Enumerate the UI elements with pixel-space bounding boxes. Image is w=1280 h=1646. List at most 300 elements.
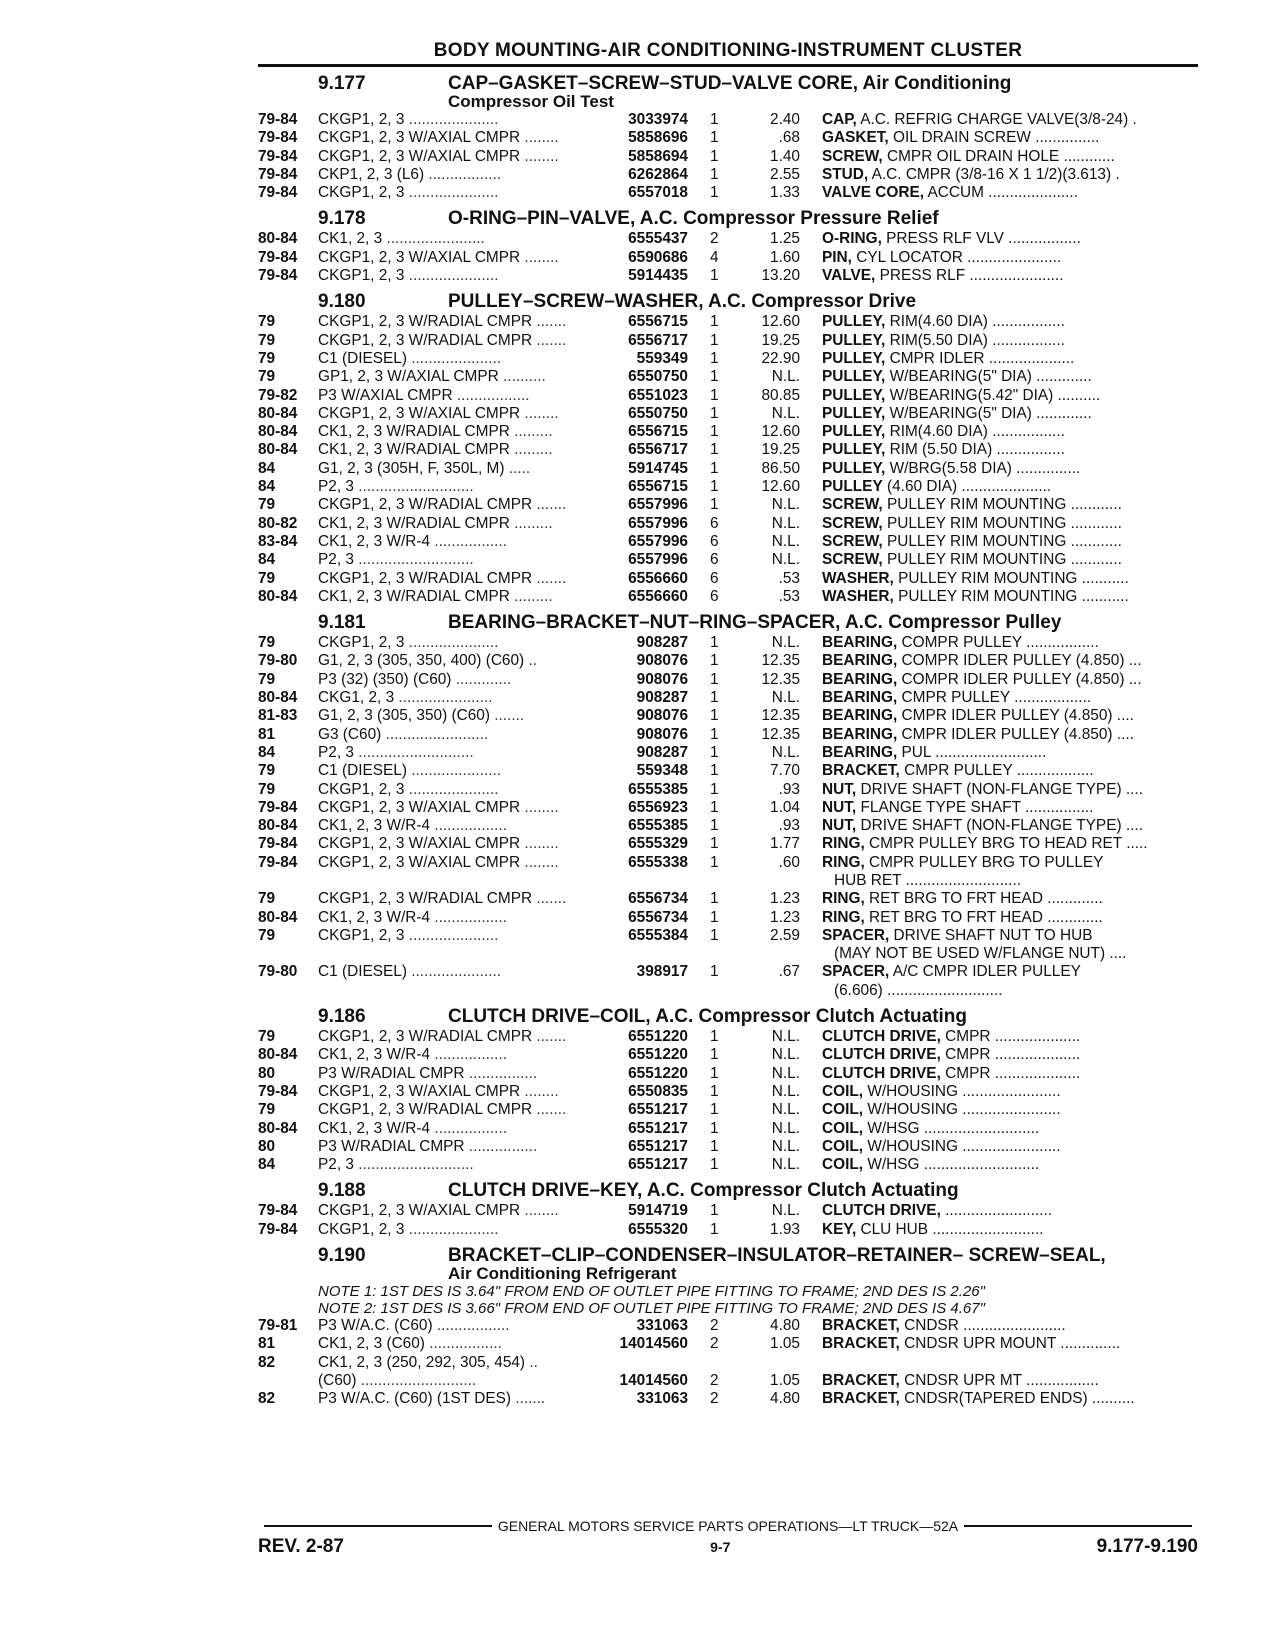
section-heading bbox=[258, 1245, 1198, 1283]
application-text: P3 (32) (350) (C60) bbox=[318, 670, 452, 688]
leader-dots: ................. bbox=[430, 1119, 508, 1137]
part-number: 6550750 bbox=[628, 368, 688, 386]
description-detail: W/BRG(5.58 DIA) bbox=[885, 459, 1012, 477]
application bbox=[318, 726, 598, 744]
part-row bbox=[258, 350, 1198, 368]
section-title-main: BEARING–BRACKET–NUT–RING–SPACER, A.C. Compressor Pulley bbox=[448, 612, 1062, 634]
description bbox=[800, 423, 1182, 441]
part-row bbox=[258, 1317, 1198, 1335]
part-number: 6556660 bbox=[628, 569, 688, 587]
part-row bbox=[258, 1120, 1198, 1138]
leader-dots: .......... bbox=[1087, 1390, 1135, 1408]
application-text: CK1, 2, 3 W/RADIAL CMPR bbox=[318, 441, 510, 459]
leader-dots: .. bbox=[524, 652, 538, 670]
part-number: 6556717 bbox=[628, 441, 688, 459]
part-row bbox=[258, 267, 1198, 285]
part-number: 331063 bbox=[636, 1317, 688, 1335]
description-detail: CMPR PULLEY bbox=[899, 762, 1013, 780]
description-detail: DRIVE SHAFT NUT TO HUB bbox=[889, 926, 1093, 944]
description bbox=[800, 478, 1182, 496]
leader-dots: ................. bbox=[430, 908, 508, 926]
model-years: 80-84 bbox=[258, 689, 298, 707]
application-text: CKGP1, 2, 3 W/AXIAL CMPR bbox=[318, 404, 521, 422]
description-noun: SPACER, bbox=[822, 963, 890, 981]
application bbox=[318, 835, 598, 853]
model-years: 80-84 bbox=[258, 423, 298, 441]
description bbox=[800, 781, 1182, 799]
part-row bbox=[258, 634, 1198, 652]
application bbox=[318, 1046, 598, 1064]
application bbox=[318, 1221, 598, 1239]
application-text: CKGP1, 2, 3 bbox=[318, 184, 405, 202]
quantity: 1 bbox=[710, 1064, 719, 1082]
quantity-empty bbox=[688, 982, 738, 1000]
model-years: 80-84 bbox=[258, 404, 298, 422]
application bbox=[318, 671, 598, 689]
section-title bbox=[448, 614, 1061, 632]
description bbox=[800, 515, 1182, 533]
description-detail: CMPR IDLER PULLEY (4.850) bbox=[897, 725, 1113, 743]
application-text: CKGP1, 2, 3 W/AXIAL CMPR bbox=[318, 129, 521, 147]
quantity: 1 bbox=[710, 368, 719, 386]
part-row bbox=[258, 1138, 1198, 1156]
application-text: CKGP1, 2, 3 W/RADIAL CMPR bbox=[318, 890, 533, 908]
leader-dots: ..... bbox=[504, 459, 531, 477]
part-row bbox=[258, 460, 1198, 478]
price: .93 bbox=[778, 780, 800, 798]
description bbox=[800, 726, 1182, 744]
application bbox=[318, 313, 598, 331]
application bbox=[318, 744, 598, 762]
price: 1.93 bbox=[770, 1220, 800, 1238]
price: 2.55 bbox=[770, 165, 800, 183]
part-number: 5858696 bbox=[628, 129, 688, 147]
price: 12.35 bbox=[761, 670, 800, 688]
leader-dots: .... bbox=[1121, 780, 1143, 798]
description-noun: GASKET, bbox=[822, 129, 889, 147]
part-row bbox=[258, 817, 1198, 835]
description-noun: PULLEY, bbox=[822, 331, 886, 349]
price: 1.25 bbox=[770, 230, 800, 248]
model-years: 81-83 bbox=[258, 707, 298, 725]
description-noun: COIL, bbox=[822, 1137, 864, 1155]
price: N.L. bbox=[771, 1156, 800, 1174]
part-number: 6556715 bbox=[628, 313, 688, 331]
application bbox=[318, 1028, 598, 1046]
description-noun: SPACER, bbox=[822, 926, 890, 944]
application-text: CK1, 2, 3 W/RADIAL CMPR bbox=[318, 514, 510, 532]
price: 12.60 bbox=[761, 313, 800, 331]
quantity: 1 bbox=[710, 1137, 719, 1155]
part-number: 908076 bbox=[636, 725, 688, 743]
quantity: 1 bbox=[710, 1028, 719, 1046]
section-title bbox=[448, 1182, 959, 1200]
description-noun: PULLEY, bbox=[822, 349, 886, 367]
leader-dots: ...................... bbox=[962, 248, 1062, 266]
description bbox=[800, 652, 1182, 670]
application-text: P3 W/A.C. (C60) (1ST DES) bbox=[318, 1390, 511, 1408]
part-row bbox=[258, 166, 1198, 184]
quantity: 2 bbox=[710, 1317, 719, 1335]
description-detail: W/HSG bbox=[863, 1156, 920, 1174]
application-text: CKGP1, 2, 3 bbox=[318, 780, 405, 798]
description-continuation bbox=[800, 872, 1182, 890]
application-text: CK1, 2, 3 W/RADIAL CMPR bbox=[318, 587, 510, 605]
description-detail: RIM (5.50 DIA) bbox=[885, 441, 993, 459]
quantity: 1 bbox=[710, 184, 719, 202]
section-title-main: CLUTCH DRIVE–COIL, A.C. Compressor Clutch Actuating bbox=[448, 1006, 968, 1028]
part-number: 398917 bbox=[636, 963, 688, 981]
price: 1.23 bbox=[770, 908, 800, 926]
section-heading bbox=[258, 612, 1198, 634]
description-detail: FLANGE TYPE SHAFT bbox=[856, 798, 1021, 816]
description-noun: PULLEY, bbox=[822, 313, 886, 331]
leader-dots: .......... bbox=[498, 368, 546, 386]
description-noun: PIN, bbox=[822, 248, 852, 266]
part-row bbox=[258, 835, 1198, 853]
price: 1.40 bbox=[770, 147, 800, 165]
quantity: 1 bbox=[710, 798, 719, 816]
description-detail: CMPR bbox=[940, 1046, 991, 1064]
model-years-empty bbox=[258, 982, 318, 1000]
price: 80.85 bbox=[761, 386, 800, 404]
application bbox=[318, 963, 598, 981]
part-number-empty bbox=[598, 945, 688, 963]
leader-dots: ..................... bbox=[406, 349, 502, 367]
application bbox=[318, 368, 598, 386]
quantity: 1 bbox=[710, 129, 719, 147]
application bbox=[318, 707, 598, 725]
model-years: 84 bbox=[258, 551, 276, 569]
part-row bbox=[258, 1202, 1198, 1220]
description-noun: BRACKET, bbox=[822, 1335, 900, 1353]
leader-dots: ................. bbox=[1021, 1371, 1099, 1389]
description-detail: W/HSG bbox=[863, 1119, 920, 1137]
application-text: CKGP1, 2, 3 bbox=[318, 111, 405, 128]
model-years: 79-84 bbox=[258, 165, 298, 183]
leader-dots: .................... bbox=[984, 349, 1075, 367]
leader-dots: ..................... bbox=[406, 963, 502, 981]
model-years: 79 bbox=[258, 313, 276, 331]
part-number: 6555385 bbox=[628, 817, 688, 835]
quantity: 6 bbox=[710, 551, 719, 569]
section-heading bbox=[258, 1006, 1198, 1028]
part-row bbox=[258, 927, 1198, 945]
quantity: 1 bbox=[710, 963, 719, 981]
leader-dots: ....... bbox=[532, 313, 567, 331]
section-heading bbox=[258, 1180, 1198, 1202]
description-noun: PULLEY, bbox=[822, 459, 886, 477]
description-noun: BEARING, bbox=[822, 652, 898, 670]
leader-dots: ................. bbox=[987, 423, 1065, 441]
part-row bbox=[258, 762, 1198, 780]
quantity: 1 bbox=[710, 817, 719, 835]
leader-dots: .... bbox=[1121, 817, 1143, 835]
price: 13.20 bbox=[761, 267, 800, 285]
application-text: CKGP1, 2, 3 W/AXIAL CMPR bbox=[318, 1082, 521, 1100]
leader-dots: .......... bbox=[1053, 386, 1101, 404]
description-noun: PULLEY, bbox=[822, 386, 886, 404]
application-text: CKGP1, 2, 3 W/RADIAL CMPR bbox=[318, 1028, 533, 1046]
part-number: 6555384 bbox=[628, 926, 688, 944]
quantity: 1 bbox=[710, 908, 719, 926]
price: N.L. bbox=[771, 1082, 800, 1100]
application bbox=[318, 249, 598, 267]
quantity: 1 bbox=[710, 404, 719, 422]
description-continuation-text: (MAY NOT BE USED W/FLANGE NUT) bbox=[834, 945, 1106, 963]
application-text: P3 W/A.C. (C60) bbox=[318, 1317, 433, 1335]
section-title bbox=[448, 1008, 967, 1026]
description-detail: PRESS RLF bbox=[875, 267, 966, 285]
description bbox=[800, 551, 1182, 569]
leader-dots: ................. bbox=[430, 817, 508, 835]
application bbox=[318, 148, 598, 166]
leader-dots: ........ bbox=[520, 835, 559, 853]
description bbox=[800, 1390, 1182, 1408]
part-number: 331063 bbox=[636, 1390, 688, 1408]
application-text: CK1, 2, 3 W/R-4 bbox=[318, 817, 431, 835]
price: N.L. bbox=[771, 368, 800, 386]
quantity-empty bbox=[688, 945, 738, 963]
leader-dots: ............ bbox=[1066, 514, 1122, 532]
leader-dots: ...................... bbox=[394, 689, 493, 707]
description-noun: COIL, bbox=[822, 1082, 864, 1100]
description bbox=[800, 1156, 1182, 1174]
model-years bbox=[258, 1372, 318, 1390]
application bbox=[318, 652, 598, 670]
application bbox=[318, 799, 598, 817]
description bbox=[800, 313, 1182, 331]
application bbox=[318, 890, 598, 908]
description bbox=[800, 890, 1182, 908]
price: .53 bbox=[778, 569, 800, 587]
description-detail: CMPR OIL DRAIN HOLE bbox=[882, 147, 1060, 165]
application bbox=[318, 515, 598, 533]
price: 12.60 bbox=[761, 478, 800, 496]
application bbox=[318, 909, 598, 927]
model-years: 80 bbox=[258, 1137, 276, 1155]
application-text: C1 (DIESEL) bbox=[318, 762, 407, 780]
leader-dots: ... bbox=[1124, 670, 1142, 688]
description-noun: WASHER, bbox=[822, 569, 894, 587]
model-years: 79-81 bbox=[258, 1317, 298, 1335]
application bbox=[318, 387, 598, 405]
application bbox=[318, 230, 598, 248]
price: N.L. bbox=[771, 1137, 800, 1155]
description-noun: NUT, bbox=[822, 798, 857, 816]
leader-dots: ....... bbox=[532, 496, 567, 514]
quantity: 1 bbox=[710, 670, 719, 688]
application-text: P3 W/AXIAL CMPR bbox=[318, 386, 453, 404]
application-text: CKGP1, 2, 3 W/RADIAL CMPR bbox=[318, 1101, 533, 1119]
description-noun: BRACKET, bbox=[822, 1390, 900, 1408]
leader-dots: .................... bbox=[990, 1028, 1081, 1046]
leader-dots: ..................... bbox=[404, 267, 499, 285]
part-row bbox=[258, 1156, 1198, 1174]
part-row bbox=[258, 1335, 1198, 1353]
description bbox=[800, 148, 1182, 166]
section-number: 9.177 bbox=[318, 73, 366, 94]
leader-dots: ... bbox=[1124, 652, 1142, 670]
application bbox=[318, 1335, 598, 1353]
description-detail: PUL bbox=[897, 743, 931, 761]
model-years: 80-84 bbox=[258, 817, 298, 835]
description-noun: CLUTCH DRIVE, bbox=[822, 1064, 941, 1082]
application bbox=[318, 1101, 598, 1119]
quantity: 1 bbox=[710, 1101, 719, 1119]
part-row bbox=[258, 781, 1198, 799]
description-detail: PULLEY RIM MOUNTING bbox=[893, 587, 1078, 605]
application bbox=[318, 1138, 598, 1156]
application-text: (C60) bbox=[318, 1371, 357, 1389]
description bbox=[800, 267, 1182, 285]
model-years: 79-80 bbox=[258, 963, 298, 981]
application-empty bbox=[318, 982, 598, 1000]
price-empty bbox=[738, 982, 800, 1000]
quantity: 4 bbox=[710, 248, 719, 266]
leader-dots: ............ bbox=[1059, 147, 1115, 165]
part-number: 908076 bbox=[636, 670, 688, 688]
description bbox=[800, 1372, 1182, 1390]
part-number: 6555329 bbox=[628, 835, 688, 853]
part-row-continuation bbox=[258, 945, 1198, 963]
description-noun: BRACKET, bbox=[822, 1317, 900, 1335]
part-number: 6555338 bbox=[628, 853, 688, 871]
price: N.L. bbox=[771, 514, 800, 532]
application-text: CKGP1, 2, 3 bbox=[318, 926, 405, 944]
leader-dots: ........................... bbox=[353, 551, 474, 569]
description-noun: CAP, bbox=[822, 111, 857, 128]
description-continuation bbox=[800, 982, 1182, 1000]
price: 19.25 bbox=[761, 331, 800, 349]
model-years: 79-84 bbox=[258, 853, 298, 871]
leader-dots: ........................ bbox=[958, 1317, 1066, 1335]
description-detail: W/HOUSING bbox=[863, 1137, 958, 1155]
description-detail: CNDSR bbox=[899, 1317, 959, 1335]
price: N.L. bbox=[771, 532, 800, 550]
application bbox=[318, 927, 598, 945]
description-detail: CMPR bbox=[940, 1028, 991, 1046]
model-years: 79 bbox=[258, 496, 276, 514]
part-number: 908287 bbox=[636, 743, 688, 761]
application-text: CK1, 2, 3 bbox=[318, 230, 383, 248]
section-heading bbox=[258, 73, 1198, 111]
description bbox=[800, 441, 1182, 459]
part-row bbox=[258, 1028, 1198, 1046]
quantity: 1 bbox=[710, 441, 719, 459]
model-years: 79-84 bbox=[258, 1082, 298, 1100]
description-detail: (4.60 DIA) bbox=[882, 478, 958, 496]
description-noun: BEARING, bbox=[822, 634, 898, 652]
model-years: 79 bbox=[258, 670, 276, 688]
description bbox=[800, 762, 1182, 780]
leader-dots: ................. bbox=[1021, 634, 1099, 652]
part-number: 6551023 bbox=[628, 386, 688, 404]
leader-dots: . bbox=[1111, 165, 1120, 183]
description-noun: VALVE, bbox=[822, 267, 876, 285]
section-subtitle: Air Conditioning Refrigerant bbox=[448, 1264, 677, 1284]
leader-dots: ......... bbox=[509, 514, 553, 532]
model-years: 79-84 bbox=[258, 1220, 298, 1238]
application-text: CKGP1, 2, 3 bbox=[318, 1220, 405, 1238]
section-number: 9.181 bbox=[318, 612, 366, 634]
leader-dots: ................. bbox=[424, 1335, 502, 1353]
part-number: 6557996 bbox=[628, 551, 688, 569]
description-detail: PULLEY RIM MOUNTING bbox=[882, 551, 1067, 569]
model-years: 82 bbox=[258, 1390, 276, 1408]
description bbox=[800, 1354, 1182, 1372]
description-noun: BEARING, bbox=[822, 707, 898, 725]
leader-dots: ..................... bbox=[957, 478, 1052, 496]
leader-dots: ..................... bbox=[404, 780, 499, 798]
part-number: 6557996 bbox=[628, 496, 688, 514]
leader-dots: ..................... bbox=[406, 762, 502, 780]
leader-dots: ........................... bbox=[353, 1156, 474, 1174]
leader-dots: ..................... bbox=[404, 926, 499, 944]
leader-dots: ......... bbox=[509, 587, 553, 605]
leader-dots: ........ bbox=[520, 147, 559, 165]
application-text: CKGP1, 2, 3 W/AXIAL CMPR bbox=[318, 147, 521, 165]
application-text: CKG1, 2, 3 bbox=[318, 689, 395, 707]
application-text: P2, 3 bbox=[318, 551, 354, 569]
description-detail: DRIVE SHAFT (NON-FLANGE TYPE) bbox=[856, 817, 1122, 835]
leader-dots: ........... bbox=[1077, 587, 1129, 605]
description-noun: PULLEY bbox=[822, 478, 883, 496]
quantity: 1 bbox=[710, 780, 719, 798]
quantity-empty bbox=[688, 872, 738, 890]
application bbox=[318, 762, 598, 780]
leader-dots: ....... bbox=[532, 1028, 567, 1046]
part-row bbox=[258, 515, 1198, 533]
application bbox=[318, 405, 598, 423]
page-footer bbox=[258, 1518, 1198, 1558]
leader-dots: ..................... bbox=[404, 184, 499, 202]
description-noun: RING, bbox=[822, 835, 865, 853]
section-title-main: BRACKET–CLIP–CONDENSER–INSULATOR–RETAINER– SCREW–SEAL, bbox=[448, 1245, 1106, 1267]
leader-dots: ..................... bbox=[983, 184, 1078, 202]
description-noun: BRACKET, bbox=[822, 1371, 900, 1389]
description-detail: A.C. CMPR (3/8-16 X 1 1/2)(3.613) bbox=[868, 165, 1112, 183]
description bbox=[800, 799, 1182, 817]
part-number: 6551220 bbox=[628, 1028, 688, 1046]
description-detail: PULLEY RIM MOUNTING bbox=[882, 514, 1067, 532]
application-text: P2, 3 bbox=[318, 478, 354, 496]
leader-dots: ................ bbox=[992, 441, 1065, 459]
model-years: 83-84 bbox=[258, 532, 298, 550]
leader-dots: ........ bbox=[520, 853, 559, 871]
section-title-main: O-RING–PIN–VALVE, A.C. Compressor Pressure Relief bbox=[448, 208, 939, 230]
leader-dots: .......................... bbox=[928, 1220, 1044, 1238]
leader-dots: .... bbox=[1112, 707, 1134, 725]
description-detail: W/BEARING(5" DIA) bbox=[885, 368, 1032, 386]
section-number: 9.180 bbox=[318, 291, 366, 313]
description-detail: RIM(4.60 DIA) bbox=[885, 313, 988, 331]
model-years: 79-84 bbox=[258, 184, 298, 202]
model-years: 82 bbox=[258, 1353, 276, 1371]
price: N.L. bbox=[771, 1028, 800, 1046]
model-years: 79 bbox=[258, 634, 276, 652]
footer-rule-right bbox=[964, 1525, 1192, 1527]
price: N.L. bbox=[771, 1046, 800, 1064]
part-number: 5858694 bbox=[628, 147, 688, 165]
quantity: 1 bbox=[710, 386, 719, 404]
part-number: 6551217 bbox=[628, 1119, 688, 1137]
model-years: 80-84 bbox=[258, 441, 298, 459]
price: 1.05 bbox=[770, 1371, 800, 1389]
section-title-main: CLUTCH DRIVE–KEY, A.C. Compressor Clutch Actuating bbox=[448, 1180, 959, 1202]
description-noun: RING, bbox=[822, 908, 865, 926]
leader-dots: ........ bbox=[520, 129, 559, 147]
